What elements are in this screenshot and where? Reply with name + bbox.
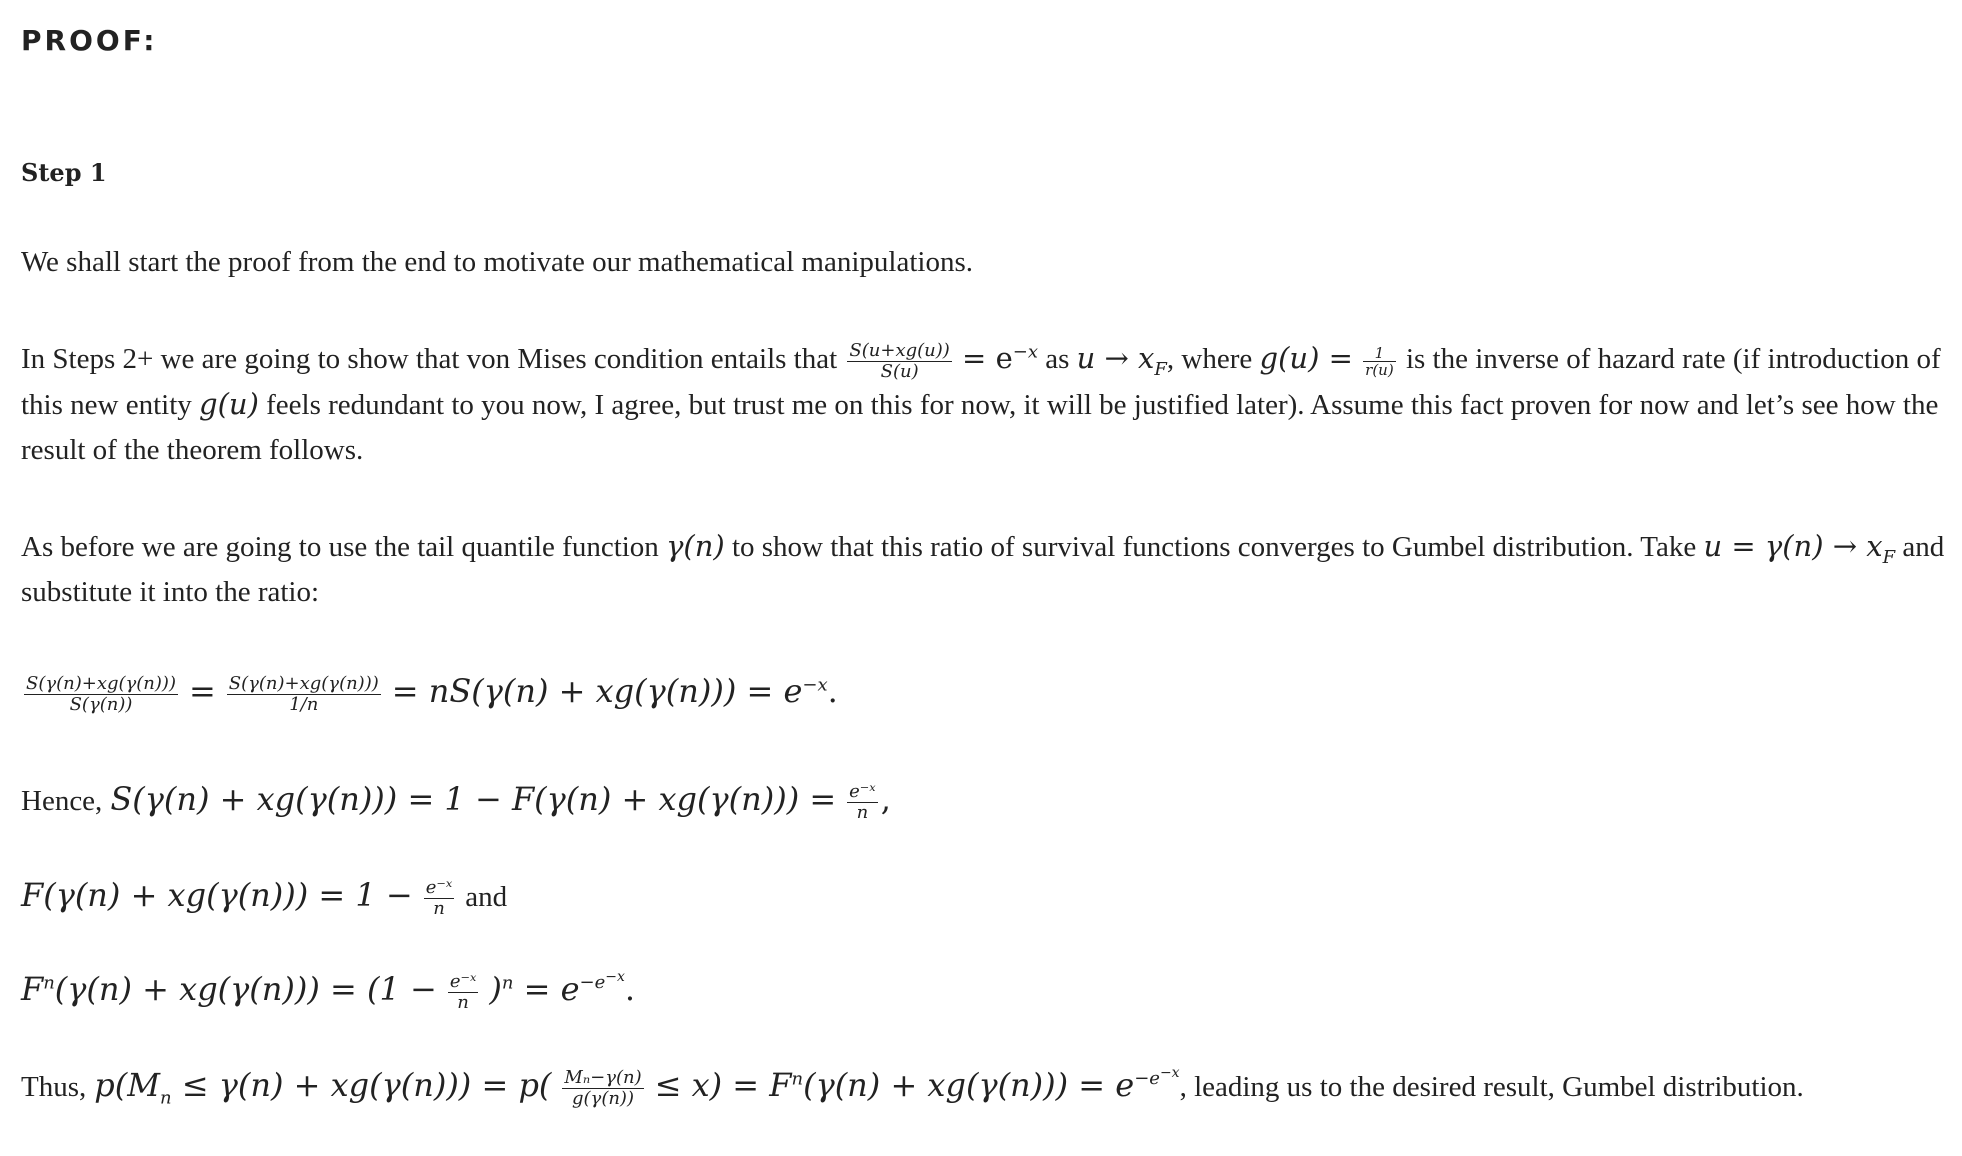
equation-conclusion: Thus, $p(M_n \le \gamma(n) + xg(\gamma(n))) = p$( $\frac{\text{Mₙ−γ(n)}}{g(\gamma(n))}$ ≤ $x) = F^n(\gamma(n) + xg(\gamma(n))) = e^{-e^{-x}}$, leading us to the desired result, Gumbel distribution. xyxy=(21,1065,1804,1110)
paragraph-von-mises: In Steps 2+ we are going to show that von Mises condition entails that $\frac{S(u+xg(u))}{S(u)}$ = $e^{-x}$ as $u \to x_F$, where g(u) = $\frac{1}{r(u)}$ is the inverse of hazard rate (if introduction of this new entity g(u) feels redundant to you now, I agree, but trust me on this for now, it will be justified later). Assume this fact proven for now and let’s see how the result of the theorem follows. xyxy=(21,339,1941,466)
equation-ratio: $\frac{S(\gamma(n)+xg(\gamma(n)))}{S(\gamma(n))}$ = $\frac{S(\gamma(n)+xg(\gamma(n)))}{1/n}$ = $nS(\gamma(n) + xg(\gamma(n))) = e^{-x}$. xyxy=(26,672,838,716)
paragraph-tail-quantile: As before we are going to use the tail quantile function γ(n) to show that this ratio of survival functions converges to Gumbel distribution. Take $u = \gamma(n) \to x_F$ and substitute it into the ratio: xyxy=(21,529,1945,608)
equation-hence: Hence, S(γ(n) + xg(γ(n))) = 1 − F(γ(n) + xg(γ(n))) = $\frac{\text{e⁻ˣ}}{n}$ , xyxy=(21,780,891,824)
paragraph-intro: We shall start the proof from the end to motivate our mathematical manipulations. xyxy=(21,246,973,278)
fraction-inverse-hazard: $\frac{1}{r(u)}$ xyxy=(1365,343,1394,379)
equation-cdf-power: $F^n(\gamma(n) + xg(\gamma(n))) = (1$ − $\frac{\text{e⁻ˣ}}{n}$ )$^n = e^{-e^{-x}}$. xyxy=(21,969,636,1014)
proof-heading: PROOF: xyxy=(21,24,158,57)
fraction-survival-ratio: $\frac{S(u+xg(u))}{S(u)}$ xyxy=(849,339,950,382)
equation-cdf: F(γ(n) + xg(γ(n))) = 1 − $\frac{\text{e⁻ˣ}}{n}$ and xyxy=(21,876,508,920)
step-heading: Step 1 xyxy=(21,158,107,187)
